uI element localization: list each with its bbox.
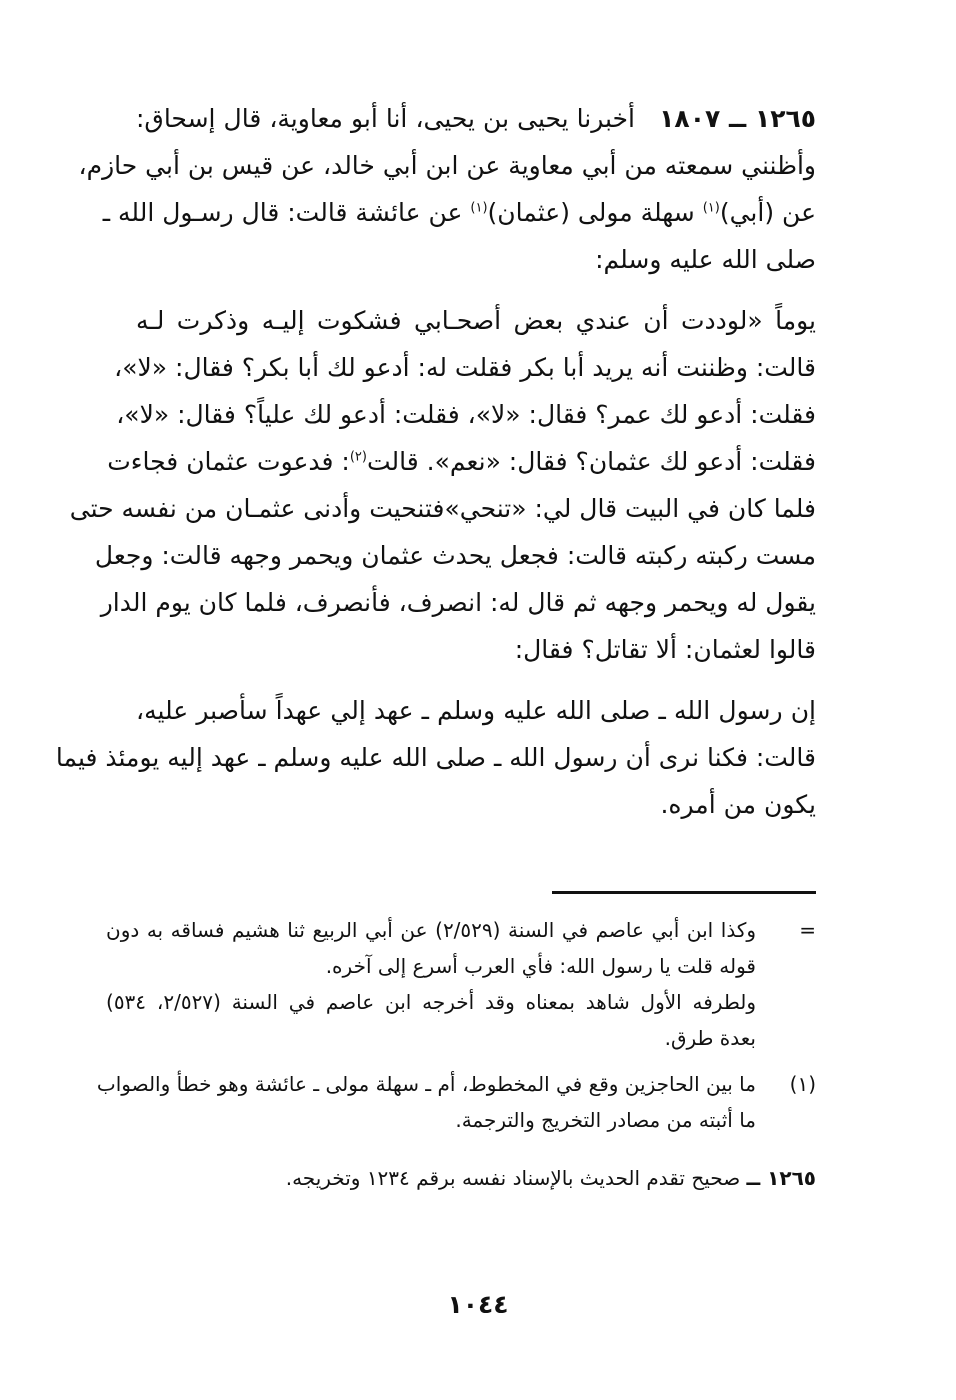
footnote-ref[interactable]: (٢) [349,449,367,465]
text-line: فقلت: أدعو لك عثمان؟ فقال: «نعم». قالت$^{(٢)}$: فدعوت عثمان فجاءت [107,447,816,476]
text-line: عن (أبي)$^{(١)}$ سهلة مولى (عثمان)$^{(١)}$ عن عائشة قالت: قال رسـول الله ـ [102,198,816,227]
hadith-paragraph-isnad [78,95,817,283]
footnote-line: بعدة طرق. [664,1026,756,1050]
footnote-ref[interactable]: (١) [470,200,488,216]
footnote-line: وكذا ابن أبي عاصم في السنة (٢/٥٢٩) عن أبي الربيع ثنا هشيم فساقه به دون [106,918,757,942]
text-line: مست ركبته ركبته قالت: فجعل يحدث عثمان ويحمر وجهه قالت: وجعل [94,541,816,570]
text-line: يقول له ويحمر وجهه ثم قال له: انصرف، فأنصرف، فلما كان يوم الدار [100,588,816,617]
footnote-line: ما بين الحاجزين وقع في المخطوط، أم ـ سهلة مولى ـ عائشة وهو خطأ والصواب [96,1072,756,1096]
text-line: قالوا لعثمان: ألا تقاتل؟ فقال: [514,635,816,664]
hadith-paragraph-matn [69,297,816,673]
footnote-line: ما أثبته من مصادر التخريج والترجمة. [455,1108,756,1132]
footnote-ref[interactable]: (١) [702,200,720,216]
hadith-paragraph-end [55,687,816,828]
footnote-line: ١٢٦٥ ــ صحيح تقدم الحديث بالإسناد نفسه برقم ١٢٣٤ وتخريجه. [285,1166,816,1190]
text-line: وأظنني سمعته من أبي معاوية عن ابن أبي خالد، عن قيس بن أبي حازم، [78,151,816,180]
continuation-marker: = [799,918,816,942]
text-line: ١٢٦٥ ــ ١٨٠٧ أخبرنا يحيى بن يحيى، أنا أبو معاوية، قال إسحاق: [136,104,817,133]
text-line: فلما كان في البيت قال لي: «تنحي»فتنحيت وأدنى عثمـان من نفسه حتى [69,494,816,523]
text-line: فقلت: أدعو لك عمر؟ فقال: «لا»، فقلت: أدعو لك علياً؟ فقال: «لا»، [116,400,816,429]
hadith-text [55,95,817,842]
takhrij-number: ١٢٦٥ ــ [746,1166,816,1190]
page-number: ١٠٤٤ [447,1290,509,1319]
text-line: إن رسول الله ـ صلى الله عليه وسلم ـ عهد إلي عهداً سأصبر عليه، [136,696,816,725]
takhrij-note [106,1160,816,1196]
text-line: يوماً «لوددت أن عندي بعض أصحـابي فشكوت إليـه وذكرت لـه [136,306,816,335]
text-line: قالت: وظننت أنه يريد أبا بكر فقلت له: أدعو لك أبا بكر؟ فقال: «لا»، [114,353,816,382]
text-line: يكون من أمره. [660,790,816,819]
text-line: صلى الله عليه وسلم: [595,245,816,274]
footnote-line: قوله قلت يا رسول الله: فأي العرب أسرع إلى آخره. [325,954,756,978]
hadith-number: ١٢٦٥ ــ ١٨٠٧ [659,104,817,133]
text-line: قالت: فكنا نرى أن رسول الله ـ صلى الله عليه وسلم ـ عهد إليه يومئذ فيما [55,743,816,772]
footnote-separator [552,891,816,894]
footnote-line: ولطرفه الأول شاهد بمعناه وقد أخرجه ابن عاصم في السنة (٢/٥٢٧، ٥٣٤) [106,990,757,1014]
footnotes [96,912,816,1196]
footnote-continuation [106,912,816,1056]
footnote-number: (١) [789,1072,816,1096]
footnote-1 [96,1066,816,1138]
